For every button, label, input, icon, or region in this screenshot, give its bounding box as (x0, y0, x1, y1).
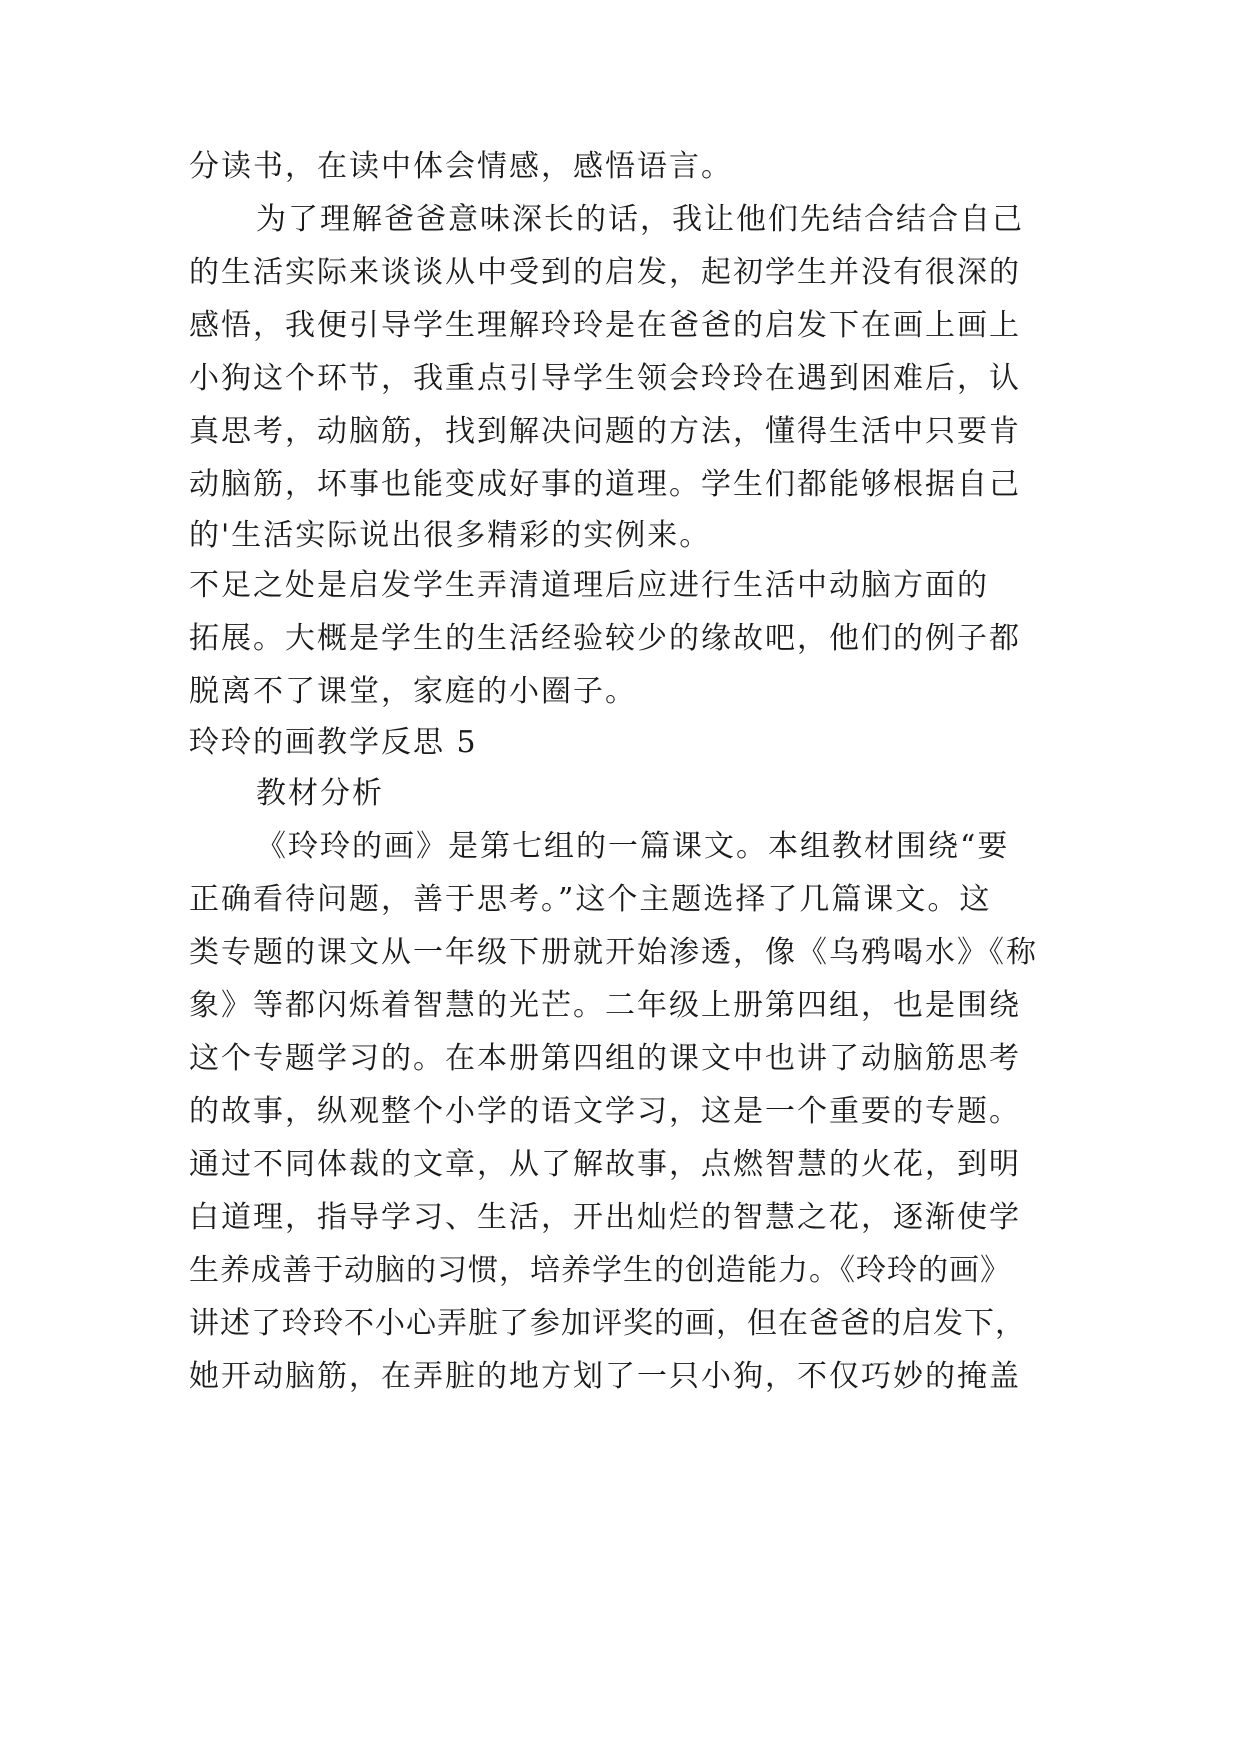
text-line: 这个专题学习的。在本册第四组的课文中也讲了动脑筋思考 (189, 1041, 1021, 1076)
text-line: 感悟，我便引导学生理解玲玲是在爸爸的启发下在画上画上 (189, 308, 1021, 343)
text-line: 小狗这个环节，我重点引导学生领会玲玲在遇到困难后，认 (189, 361, 1021, 396)
text-line: 她开动脑筋，在弄脏的地方划了一只小狗，不仅巧妙的掩盖 (189, 1359, 1021, 1394)
subsection-heading: 教材分析 (256, 776, 384, 811)
text-line: 类专题的课文从一年级下册就开始渗透，像《乌鸦喝水》《称 (189, 935, 1038, 970)
text-line: 正确看待问题，善于思考。”这个主题选择了几篇课文。这 (189, 882, 992, 917)
text-line: 的生活实际来谈谈从中受到的启发，起初学生并没有很深的 (189, 255, 1021, 290)
text-line: 象》等都闪烁着智慧的光芒。二年级上册第四组，也是围绕 (189, 988, 1021, 1023)
text-line: 通过不同体裁的文章，从了解故事，点燃智慧的火花，到明 (189, 1147, 1021, 1182)
text-line: 生养成善于动脑的习惯，培养学生的创造能力。《玲玲的画》 (189, 1253, 1011, 1288)
section-heading: 玲玲的画教学反思 5 (189, 725, 478, 760)
paragraph-start-line: 不足之处是启发学生弄清道理后应进行生活中动脑方面的 (189, 568, 989, 603)
text-line: 拓展。大概是学生的生活经验较少的缘故吧，他们的例子都 (189, 621, 1021, 656)
paragraph-start-line: 为了理解爸爸意味深长的话，我让他们先结合结合自己 (256, 202, 1024, 237)
text-line: 讲述了玲玲不小心弄脏了参加评奖的画，但在爸爸的启发下， (189, 1306, 1026, 1341)
text-line: 的故事，纵观整个小学的语文学习，这是一个重要的专题。 (189, 1094, 1021, 1129)
text-line: 动脑筋，坏事也能变成好事的道理。学生们都能够根据自己 (189, 467, 1021, 502)
paragraph-start-line: 《玲玲的画》是第七组的一篇课文。本组教材围绕“要 (256, 829, 1010, 864)
text-line: 脱离不了课堂，家庭的小圈子。 (189, 674, 637, 709)
text-line: 分读书，在读中体会情感，感悟语言。 (189, 149, 733, 184)
text-line: 白道理，指导学习、生活，开出灿烂的智慧之花，逐渐使学 (189, 1200, 1021, 1235)
text-line: 的'生活实际说出很多精彩的实例来。 (189, 518, 712, 553)
text-line: 真思考，动脑筋，找到解决问题的方法，懂得生活中只要肯 (189, 414, 1021, 449)
